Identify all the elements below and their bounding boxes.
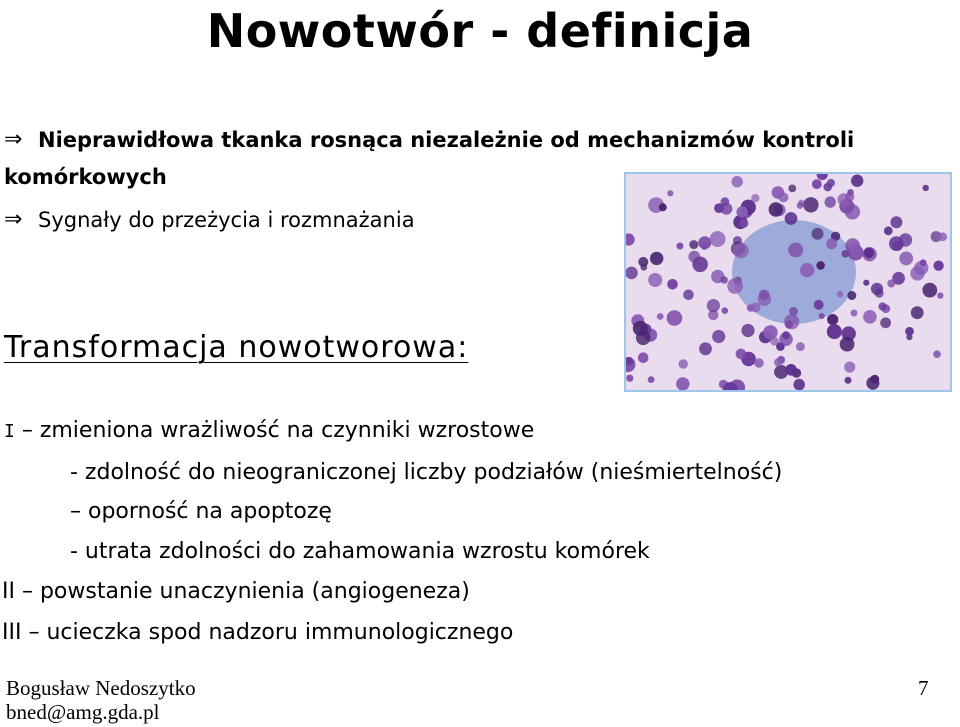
- micrograph-cell: [800, 263, 814, 277]
- list-item: III – ucieczka spod nadzoru immunologicznego: [2, 620, 514, 645]
- micrograph-cell: [648, 376, 655, 383]
- micrograph-cell: [905, 327, 914, 336]
- micrograph-cell: [863, 310, 877, 324]
- micrograph-cell: [759, 290, 769, 300]
- micrograph-cell: [638, 257, 648, 267]
- micrograph-cell: [788, 243, 803, 258]
- micrograph-cell: [638, 352, 649, 363]
- micrograph-cell: [847, 291, 856, 300]
- micrograph-cell: [736, 206, 747, 217]
- micrograph-cell: [676, 243, 683, 250]
- micrograph-cell: [845, 377, 852, 384]
- micrograph-cell: [826, 238, 837, 249]
- micrograph-cell: [689, 240, 698, 249]
- micrograph-cell: [779, 192, 789, 202]
- micrograph-cell: [793, 379, 805, 390]
- micrograph-cell: [827, 324, 842, 339]
- micrograph-cell: [626, 375, 633, 382]
- list-item: - utrata zdolności do zahamowania wzrostu komórek: [70, 539, 650, 564]
- micrograph-cell: [679, 359, 688, 368]
- micrograph-cell: [650, 252, 663, 265]
- micrograph-cell: [657, 313, 664, 320]
- micrograph-cell: [881, 304, 890, 313]
- micrograph-cell: [774, 358, 782, 366]
- micrograph-cell: [819, 313, 825, 319]
- micrograph-cell: [721, 276, 728, 283]
- micrograph-cell: [789, 307, 798, 316]
- micrograph-cell: [667, 310, 683, 326]
- micrograph-cell: [788, 185, 796, 193]
- right-arrow-icon: ⇒: [4, 207, 23, 232]
- micrograph-cell: [844, 362, 855, 373]
- list-item: II – powstanie unaczynienia (angiogeneza): [2, 579, 470, 604]
- micrograph-cell: [797, 202, 804, 209]
- micrograph-cell: [736, 349, 747, 360]
- micrograph-cell: [667, 279, 678, 290]
- micrograph-cell: [814, 300, 824, 310]
- micrograph-cell: [899, 252, 913, 266]
- micrograph-cell: [937, 292, 943, 298]
- micrograph-cell: [796, 342, 805, 351]
- micrograph-cell: [899, 233, 912, 246]
- micrograph-cell: [648, 273, 662, 287]
- section-heading: Transformacja nowotworowa:: [4, 330, 469, 365]
- micrograph-cell: [667, 190, 673, 196]
- list-item: - zdolność do nieograniczonej liczby podziałów (nieśmiertelność): [70, 460, 783, 485]
- micrograph-cell: [880, 317, 891, 328]
- micrograph-cell: [782, 331, 790, 339]
- micrograph-cell: [933, 350, 941, 358]
- list-item-text: – zmieniona wrażliwość na czynniki wzrostowe: [14, 418, 535, 443]
- bullet-item-1: [4, 127, 854, 152]
- micrograph-cell: [784, 314, 799, 329]
- micrograph-cell: [884, 226, 893, 235]
- micrograph-cell: [733, 243, 749, 259]
- micrograph-cell: [727, 278, 743, 294]
- micrograph-cell: [712, 330, 725, 343]
- micrograph-cell: [688, 251, 700, 263]
- bullet-text-1-continued: komórkowych: [4, 165, 167, 189]
- micrograph-svg: [626, 174, 950, 390]
- list-item: – oporność na apoptozę: [70, 499, 332, 524]
- micrograph-cell: [842, 250, 850, 258]
- micrograph-cell: [866, 377, 879, 390]
- micrograph-cell: [740, 219, 749, 228]
- list-item: [4, 418, 534, 443]
- micrograph-cell: [933, 261, 943, 271]
- micrograph-cell: [812, 228, 824, 240]
- bullet-item-2: [4, 207, 415, 232]
- micrograph-cell: [871, 283, 883, 295]
- slide-title: Nowotwór - definicja: [206, 4, 754, 58]
- micrograph-cell: [785, 364, 797, 376]
- micrograph-cell: [751, 303, 761, 313]
- micrograph-cell: [803, 197, 818, 212]
- micrograph-cell: [763, 325, 777, 339]
- micrograph-image: [624, 172, 952, 392]
- micrograph-cell: [851, 310, 858, 317]
- micrograph-cell: [840, 337, 855, 352]
- micrograph-cell: [785, 212, 798, 225]
- micrograph-cell: [732, 176, 743, 187]
- micrograph-cell: [659, 203, 667, 211]
- micrograph-cell: [707, 299, 720, 312]
- micrograph-cell: [864, 248, 874, 258]
- footer-email: bned@amg.gda.pl: [6, 700, 160, 724]
- micrograph-cell: [722, 307, 729, 314]
- footer-author: Bogusław Nedoszytko: [6, 676, 196, 700]
- micrograph-cell: [849, 243, 859, 253]
- micrograph-cell: [911, 306, 924, 319]
- micrograph-cell: [845, 204, 860, 219]
- micrograph-cell: [633, 321, 648, 336]
- micrograph-cell: [845, 192, 854, 201]
- micrograph-cell: [837, 291, 844, 298]
- micrograph-cell: [710, 231, 726, 247]
- micrograph-cell: [699, 342, 712, 355]
- micrograph-cell: [920, 259, 927, 266]
- micrograph-cell: [698, 236, 711, 249]
- micrograph-cell: [816, 261, 825, 270]
- micrograph-cell: [823, 183, 832, 192]
- micrograph-cell: [676, 377, 689, 390]
- micrograph-cell: [754, 358, 764, 368]
- micrograph-cell: [890, 216, 902, 228]
- micrograph-cell: [863, 280, 869, 286]
- micrograph-cell: [741, 324, 754, 337]
- micrograph-cell: [923, 185, 929, 191]
- micrograph-cell: [887, 280, 895, 288]
- bullet-text-1: Nieprawidłowa tkanka rosnąca niezależnie od mechanizmów kontroli: [38, 127, 855, 152]
- micrograph-cell: [938, 232, 947, 241]
- micrograph-cell: [683, 290, 694, 301]
- micrograph-cell: [714, 203, 724, 213]
- right-arrow-icon: ⇒: [4, 127, 23, 152]
- page-number: 7: [918, 676, 929, 700]
- micrograph-cell: [851, 175, 863, 187]
- micrograph-cell: [769, 202, 783, 216]
- micrograph-cell: [922, 283, 937, 298]
- micrograph-cell: [812, 179, 822, 189]
- micrograph-cell: [825, 196, 836, 207]
- micrograph-cell: [827, 314, 838, 325]
- bullet-text-2: Sygnały do przeżycia i rozmnażania: [38, 207, 415, 232]
- roman-numeral: I: [4, 421, 15, 442]
